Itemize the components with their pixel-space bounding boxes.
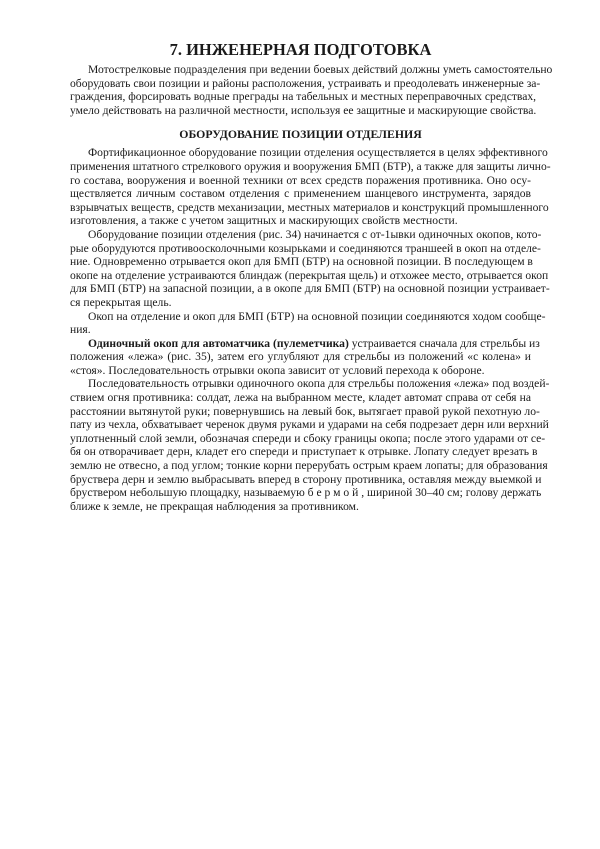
paragraph: [70, 146, 551, 228]
text-line: взрывчатых веществ, средств механизации, местных материалов и конструкций промышленного: [70, 200, 549, 214]
paragraph: [70, 336, 540, 378]
text-line: расстоянии вытянутой руки; повернувшись на левый бок, вытягает правой рукой пехотную ло-: [70, 404, 540, 418]
text-line: применения штатного стрелкового оружия и вооружения БМП (БТР), а также для защиты лично-: [70, 159, 551, 173]
text-line: ствием огня противника: солдат, лежа на выбранном месте, кладет автомат справа от себя на: [70, 391, 531, 405]
text-line: изготовления, а также с учетом защитных и маскирующих свойств местности.: [70, 214, 458, 228]
text-line: оборудовать свои позиции и районы расположения, устраивать и преодолевать инженерные за-: [70, 76, 541, 90]
text-line: Последовательность отрывки одиночного окопа для стрельбы положения «лежа» под воздей-: [88, 377, 550, 391]
paragraph: [70, 377, 550, 513]
chapter-title: 7. ИНЖЕНЕРНАЯ ПОДГОТОВКА: [169, 40, 432, 59]
text-line: ние. Одновременно отрывается окоп для БМП (БТР) на основной позиции. В последующем в: [70, 255, 533, 269]
text-line: Мотострелковые подразделения при ведении боевых действий должны уметь самостоятельно: [88, 63, 553, 76]
text-line: Оборудование позиции отделения (рис. 34) начинается с от-1ывки одиночных окопов, кото-: [88, 227, 542, 241]
text-line: «стоя». Последовательность отрывки окопа зависит от условий перехода к обороне.: [70, 363, 485, 377]
text-run: устраивается сначала для стрельбы из: [348, 336, 540, 350]
text-line: землю не отвесно, а под углом; тонкие корни перерубать острым краем лопаты; для образования: [70, 459, 548, 473]
text-line: [70, 336, 540, 351]
text-line: Фортификационное оборудование позиции отделения осуществляется в целях эффективного: [88, 146, 548, 160]
text-line: бя он отворачивает дерн, кладет его спереди и приступает к отрывке. Лопату следует врезать в: [70, 445, 538, 459]
text-line: ближе к земле, не прекращая наблюдения за противником.: [70, 499, 359, 513]
section-body: [70, 146, 551, 513]
text-line: бруствера дерн и землю выбрасывать вперед в сторону противника, оставляя между выемкой и: [70, 472, 542, 486]
text-line: го состава, вооружения и военной техники от всех средств поражения противника. Оно осу-: [70, 173, 531, 187]
section-heading: ОБОРУДОВАНИЕ ПОЗИЦИИ ОТДЕЛЕНИЯ: [179, 127, 422, 142]
text-line: окопе на отделение устраиваются блиндаж (перекрытая щель) и отхожее место, отрывается окоп: [70, 268, 549, 282]
document-page: [70, 40, 553, 513]
text-line: положения «лежа» (рис. 35), затем его углубляют для стрельбы из положений «с колена» и: [70, 350, 531, 364]
text-line: умело действовать на различной местности, используя ее защитные и маскирующие свойства.: [70, 103, 537, 117]
text-line: бруствером небольшую площадку, называемую б е р м о й , шириной 30–40 см; голову держать: [70, 486, 542, 500]
text-line: рые оборудуются противоосколочными козырьками и соединяются траншеей в окоп на отделе-: [70, 241, 541, 255]
intro-paragraph: [70, 63, 553, 117]
bold-lead-term: Одиночный окоп для автоматчика (пулеметчика): [88, 336, 349, 350]
text-line: для БМП (БТР) на запасной позиции, а в окопе для БМП (БТР) на основной позиции устраивает-: [70, 282, 550, 296]
text-line: ния.: [70, 323, 91, 337]
text-line: уплотненный слой земли, обозначая спереди и сбоку границы окопа; после этого ударами от се-: [70, 431, 546, 445]
text-line: пату из чехла, обхватывает черенок двумя руками и ударами на себя подрезает дерн или верхний: [70, 418, 549, 432]
text-line: Окоп на отделение и окоп для БМП (БТР) на основной позиции соединяются ходом сообще-: [88, 309, 546, 323]
paragraph: [70, 227, 550, 310]
text-line: граждения, форсировать водные преграды на табельных и местных переправочных средствах,: [70, 90, 537, 104]
paragraph: [70, 309, 546, 337]
text-line: ществляется личным составом отделения с применением шанцевого инструмента, зарядов: [70, 187, 531, 201]
text-line: ся перекрытая щель.: [70, 295, 172, 309]
